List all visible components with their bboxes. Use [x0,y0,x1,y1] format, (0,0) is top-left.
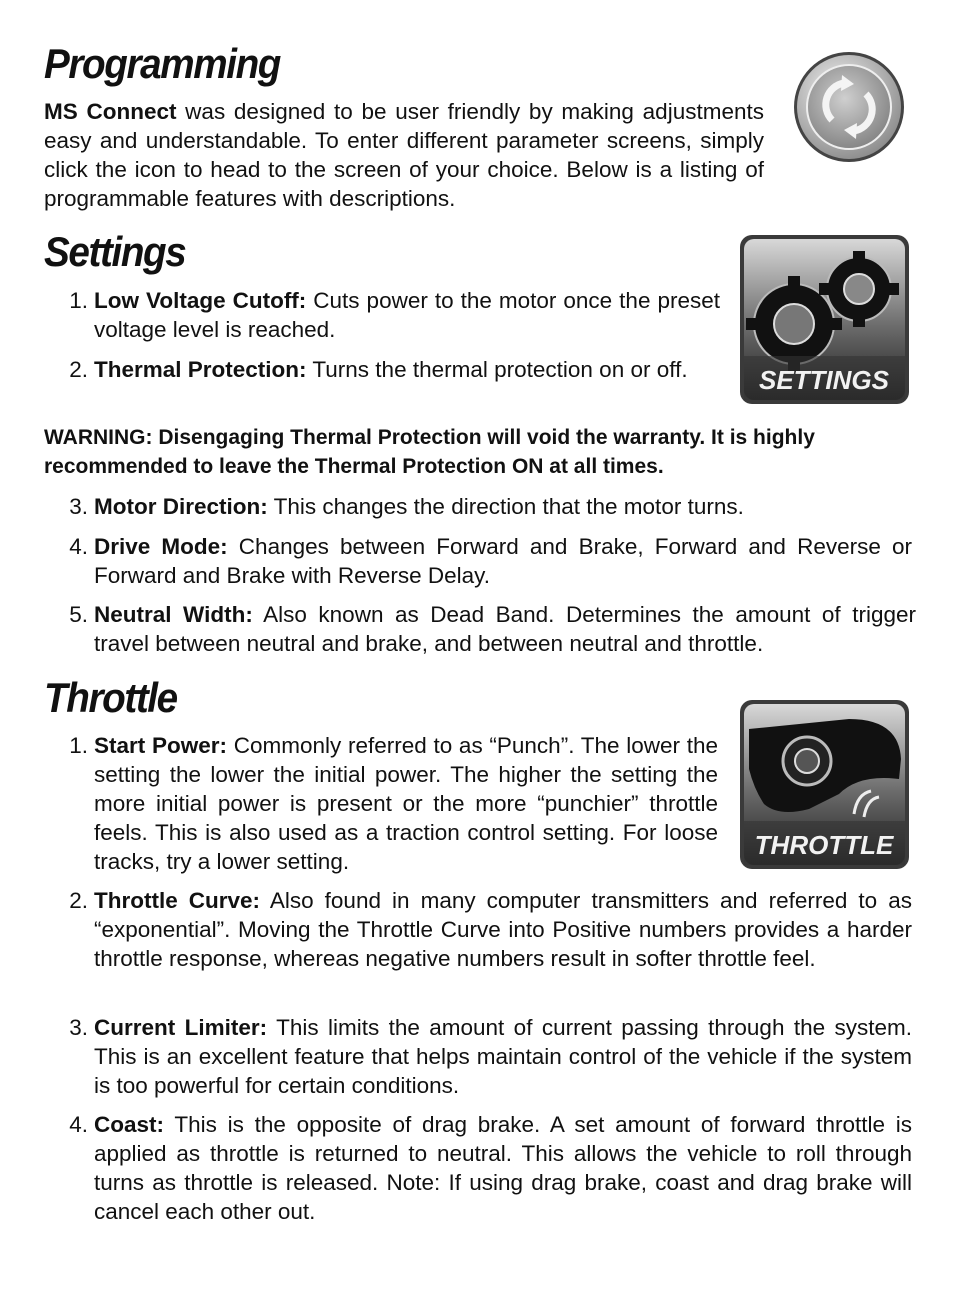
throttle-icon-label: THROTTLE [754,830,894,860]
programming-intro [44,97,764,213]
settings-icon-button[interactable] [739,234,910,410]
settings-gears-icon [739,234,910,405]
settings-icon-label: SETTINGS [758,365,890,395]
settings-item-thermal: 2. Thermal Protection: Turns the thermal protection on or off. [69,357,688,382]
refresh-icon-button[interactable] [792,50,906,169]
ms-connect-label: MS Connect [44,99,177,124]
thermal-warning: WARNING: Disengaging Thermal Protection will void the warranty. It is highly recommended to leave the Thermal Protection ON at all times. [44,426,815,478]
settings-title: Settings [44,228,186,275]
refresh-icon [792,50,906,164]
programming-title: Programming [44,40,281,87]
throttle-title: Throttle [44,674,177,721]
settings-item-neutral-width: 5. Neutral Width: Also known as Dead Band. Determines the amount of trigger travel between neutral and brake, and between neutral and throttle. [69,602,916,656]
programming-intro-text: was designed to be user friendly by making adjustments easy and understandable. To enter different parameter screens, simply click the icon to head to the screen of your choice. Below is a listing of programmable features with descriptions. [44,99,764,211]
settings-item-motor-direction: 3. Motor Direction: This changes the direction that the motor turns. [69,494,744,519]
settings-item-drive-mode: 4. Drive Mode: Changes between Forward and Brake, Forward and Reverse or Forward and Brake with Reverse Delay. [69,534,913,588]
settings-item-low-voltage: 1. Low Voltage Cutoff: Cuts power to the motor once the preset voltage level is reached. [69,288,720,342]
throttle-trigger-icon [739,699,910,870]
throttle-item-coast: 4. Coast: This is the opposite of drag brake. A set amount of forward throttle is applied as throttle is returned to neutral. This allows the vehicle to roll through turns as throttle is released. Note: If using drag brake, coast and drag brake will cancel each other out. [69,1112,912,1224]
throttle-item-throttle-curve: 2. Throttle Curve: Also found in many computer transmitters and referred to as “exponential”. Moving the Throttle Curve into Positive numbers provides a harder throttle response, whereas negative numbers result in softer throttle feel. [69,888,912,971]
throttle-item-start-power: 1. Start Power: Commonly referred to as “Punch”. The lower the setting the lower the initial power. The higher the setting the more initial power is present or the more “punchier” throttle feels. This is also used as a traction control setting. For loose tracks, try a lower setting. [69,733,718,874]
throttle-item-current-limiter: 3. Current Limiter: This limits the amount of current passing through the system. This is an excellent feature that helps maintain control of the vehicle if the system is too powerful for certain conditions. [69,1015,912,1098]
throttle-icon-button[interactable] [739,699,910,875]
